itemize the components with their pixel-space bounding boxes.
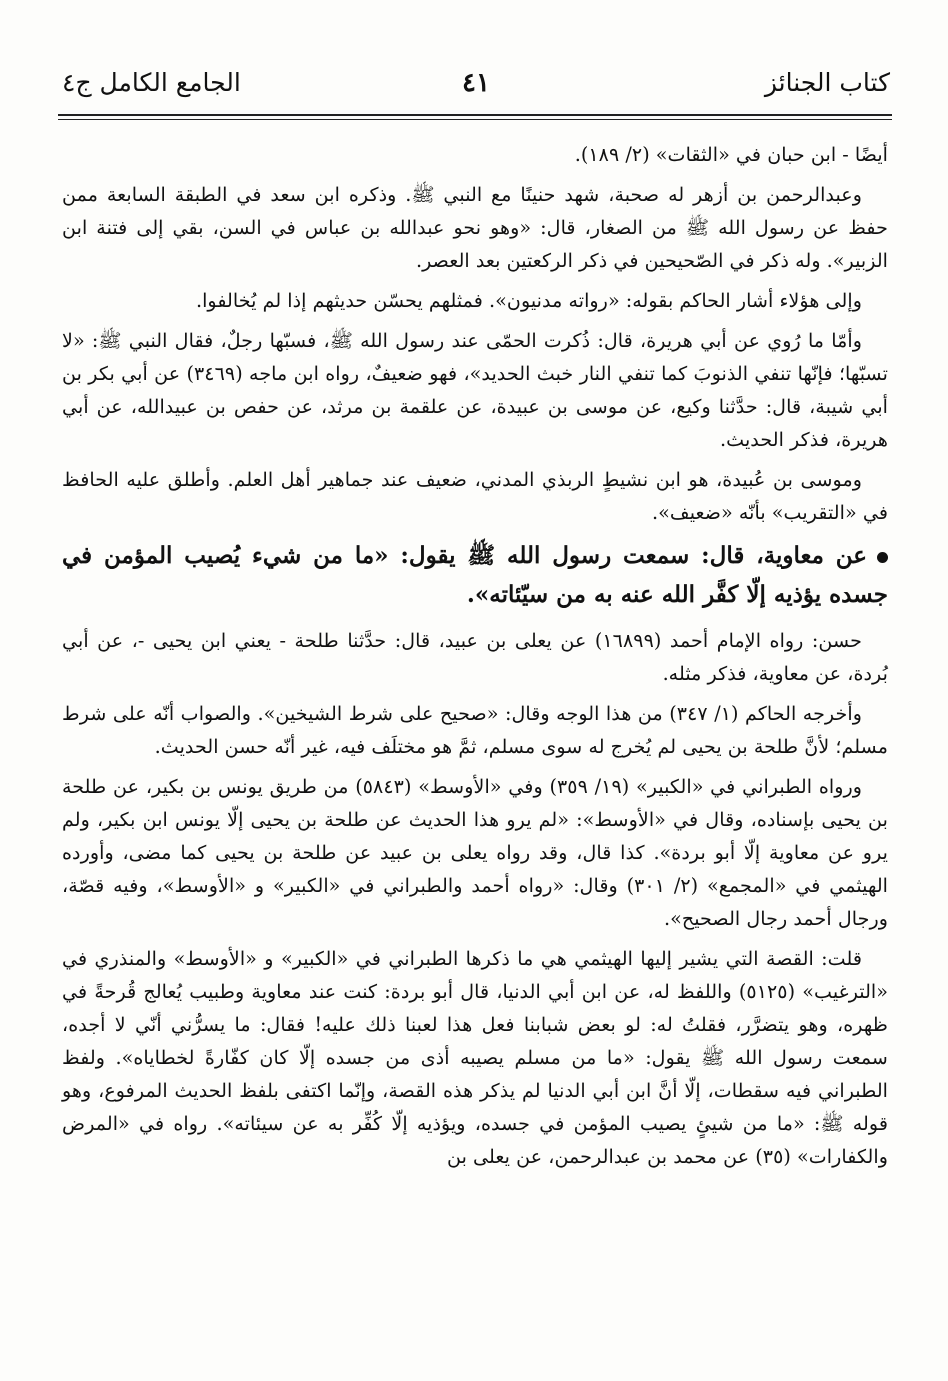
hadith-text <box>62 536 888 614</box>
header-rule <box>58 114 892 116</box>
chapter-title: كتاب الجنائز <box>764 68 890 97</box>
paragraph: وعبدالرحمن بن أزهر له صحبة، شهد حنينًا مع النبي ﷺ. وذكره ابن سعد في الطبقة السابعة ممن حفظ عن رسول الله ﷺ من الصغار، قال: «وهو نحو عبدالله بن عباس في السن، بقي إلى فتنة ابن الزبير». وله ذكر في الصّحيحين في ذكر الركعتين بعد العصر. <box>62 183 888 272</box>
paragraph: وإلى هؤلاء أشار الحاكم بقوله: «رواته مدنيون». فمثلهم يحسّن حديثهم إذا لم يُخالفوا. <box>196 289 862 312</box>
paragraph: أيضًا - ابن حبان في «الثقات» (٢/ ١٨٩). <box>574 143 888 166</box>
bullet-icon <box>877 552 888 563</box>
paragraph: وموسى بن عُبيدة، هو ابن نشيطٍ الربذي المدني، ضعيف عند جماهير أهل العلم. وأطلق عليه الحافظ في «التقريب» بأنّه «ضعيف». <box>62 468 888 524</box>
paragraph: ورواه الطبراني في «الكبير» (١٩/ ٣٥٩) وفي «الأوسط» (٥٨٤٣) من طريق يونس بن بكير، عن طلحة بن يحيى بإسناده، وقال في «الأوسط»: «لم يرو هذا الحديث عن طلحة بن يحيى إلّا يونس ابن بكير، ولم يرو عن معاوية إلّا أبو بردة». كذا قال، وقد رواه يعلى بن عبيد عن طلحة بن يحيى كما مضى، وأورده الهيثمي في «المجمع» (٢/ ٣٠١) وقال: «رواه أحمد والطبراني في «الكبير» و «الأوسط»، وفيه قصّة، ورجال أحمد رجال الصحيح». <box>62 775 888 930</box>
paragraph: قلت: القصة التي يشير إليها الهيثمي هي ما ذكرها الطبراني في «الكبير» و «الأوسط» والمنذري في «الترغيب» (٥١٢٥) واللفظ له، عن ابن أبي الدنيا، قال أبو بردة: كنت عند معاوية وطبيب يُعالج قُرحةً في ظهره، وهو يتضرَّر، فقلتُ له: لو بعض شبابنا فعل هذا لعبنا ذلك عليه! فقال: ما يسرُّني أنّي لا أجده، سمعت رسول الله ﷺ يقول: «ما من مسلم يصيبه أذى من جسده إلّا كان كفّارةً لخطاياه». ولفظ الطبراني فيه سقطات، إلّا أنَّ ابن أبي الدنيا لم يذكر هذه القصة، وإنّما اكتفى بلفظ الحديث المرفوع، وهو قوله ﷺ: «ما من شيئٍ يصيب المؤمن في جسده، ويؤذيه إلّا كُفِّر به عن سيئاته». رواه في «المرض والكفارات» (٣٥) عن محمد بن عبدالرحمن، عن يعلى بن <box>62 947 888 1168</box>
paragraph: وأمّا ما رُوي عن أبي هريرة، قال: ذُكرت الحمّى عند رسول الله ﷺ، فسبّها رجلٌ، فقال النبي ﷺ: «لا تسبّها؛ فإنّها تنفي الذنوبَ كما تنفي النار خبث الحديد»، فهو ضعيفٌ، رواه ابن ماجه (٣٤٦٩) عن أبي بكر بن أبي شيبة، قال: حدَّثنا وكيع، عن موسى بن عبيدة، عن علقمة بن مرثد، عن حفص بن عبيدالله، عن أبي هريرة، فذكر الحديث. <box>62 329 888 451</box>
book-title: الجامع الكامل ج٤ <box>62 68 241 97</box>
paragraph: وأخرجه الحاكم (١/ ٣٤٧) من هذا الوجه وقال: «صحيح على شرط الشيخين». والصواب أنّه على شرط مسلم؛ لأنَّ طلحة بن يحيى لم يُخرج له سوى مسلم، ثمَّ هو مختلَف فيه، غير أنّه حسن الحديث. <box>62 702 888 758</box>
page-number: ٤١ <box>462 68 490 98</box>
running-header <box>62 62 890 112</box>
hadith-content: عن معاوية، قال: سمعت رسول الله ﷺ يقول: «ما من شيء يُصيب المؤمن في جسده يؤذيه إلّا كفَّر الله عنه به من سيّئاته». <box>62 542 888 608</box>
paragraph: حسن: رواه الإمام أحمد (١٦٨٩٩) عن يعلى بن عبيد، قال: حدَّثنا طلحة - يعني ابن يحيى -، عن أبي بُردة، عن معاوية، فذكر مثله. <box>62 629 888 685</box>
header-rule-thin <box>58 119 892 120</box>
body-text <box>62 138 888 1180</box>
